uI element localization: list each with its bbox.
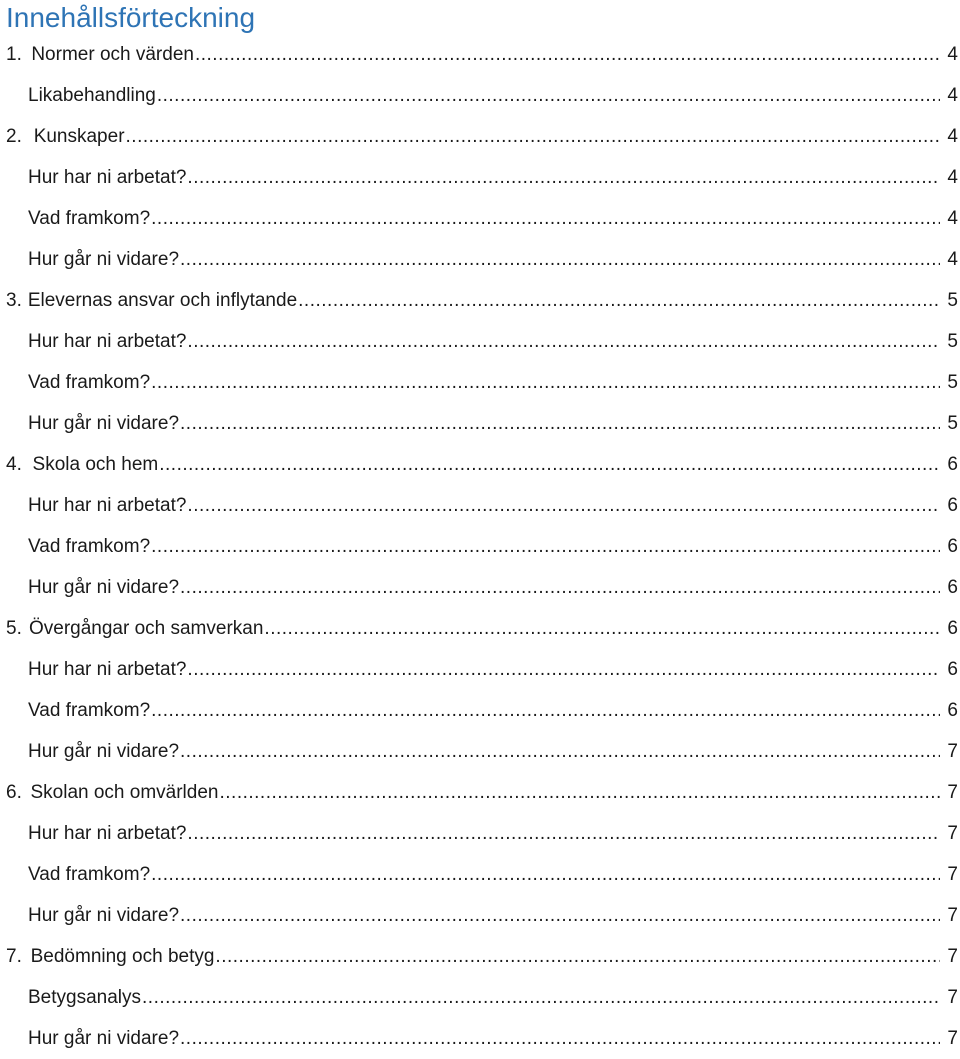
toc-dot-leader <box>180 1028 940 1050</box>
toc-entry[interactable] <box>0 895 960 936</box>
toc-entry[interactable] <box>0 649 960 690</box>
toc-title: Innehållsförteckning <box>6 2 256 33</box>
toc-entry-page-number: 5 <box>947 330 958 352</box>
toc-entry-page-number: 5 <box>947 289 958 311</box>
toc-entry-page-number: 7 <box>947 986 958 1008</box>
toc-entry-label: Normer och värden <box>31 43 194 65</box>
toc-entry-label: Hur går ni vidare? <box>28 248 180 270</box>
toc-entry-label: Hur har ni arbetat? <box>28 658 187 680</box>
toc-entry[interactable] <box>0 321 960 362</box>
toc-entry-page-number: 6 <box>947 535 958 557</box>
toc-entry-page-number: 4 <box>947 84 958 106</box>
toc-dot-leader <box>180 741 940 763</box>
toc-entry-label: Skola och hem <box>32 453 159 475</box>
toc-dot-leader <box>180 905 940 927</box>
toc-entry-page-number: 6 <box>947 453 958 475</box>
toc-entry-page-number: 7 <box>947 904 958 926</box>
toc-entry[interactable] <box>0 567 960 608</box>
toc-entry-page-number: 7 <box>947 781 958 803</box>
toc-entry-label: Betygsanalys <box>28 986 142 1008</box>
toc-dot-leader <box>187 823 940 845</box>
toc-dot-leader <box>157 85 940 107</box>
toc-dot-leader <box>187 167 940 189</box>
toc-dot-leader <box>180 249 940 271</box>
toc-entry[interactable] <box>0 34 960 75</box>
toc-entry[interactable] <box>0 75 960 116</box>
toc-dot-leader <box>219 782 940 804</box>
toc-entry-label: Hur har ni arbetat? <box>28 822 187 844</box>
toc-entry-page-number: 6 <box>947 658 958 680</box>
toc-entry-page-number: 6 <box>947 617 958 639</box>
toc-entry-label: Skolan och omvärlden <box>30 781 219 803</box>
toc-entry[interactable] <box>0 690 960 731</box>
table-of-contents <box>0 34 960 1059</box>
toc-entry-label: Hur har ni arbetat? <box>28 494 187 516</box>
toc-dot-leader <box>142 987 940 1009</box>
toc-entry-label: Övergångar och samverkan <box>28 617 264 639</box>
toc-dot-leader <box>151 372 940 394</box>
toc-entry[interactable] <box>0 813 960 854</box>
toc-entry[interactable] <box>0 772 960 813</box>
toc-entry[interactable] <box>0 239 960 280</box>
toc-entry-page-number: 6 <box>947 699 958 721</box>
toc-entry-page-number: 6 <box>947 576 958 598</box>
toc-entry[interactable] <box>0 854 960 895</box>
toc-entry-page-number: 6 <box>947 494 958 516</box>
toc-dot-leader <box>187 495 940 517</box>
toc-entry-page-number: 4 <box>947 248 958 270</box>
toc-dot-leader <box>298 290 940 312</box>
toc-entry-page-number: 7 <box>947 822 958 844</box>
toc-entry-label: Vad framkom? <box>28 535 151 557</box>
toc-entry-number: 4. <box>6 453 22 475</box>
toc-entry-label: Elevernas ansvar och inflytande <box>27 289 298 311</box>
toc-entry[interactable] <box>0 936 960 977</box>
toc-entry-page-number: 7 <box>947 1027 958 1049</box>
toc-dot-leader <box>151 208 940 230</box>
toc-entry-label: Hur går ni vidare? <box>28 576 180 598</box>
toc-entry-label: Hur går ni vidare? <box>28 904 180 926</box>
toc-dot-leader <box>159 454 940 476</box>
toc-entry-number: 1. <box>6 43 22 65</box>
toc-dot-leader <box>126 126 940 148</box>
toc-dot-leader <box>180 577 940 599</box>
toc-dot-leader <box>187 331 940 353</box>
toc-dot-leader <box>151 864 940 886</box>
toc-dot-leader <box>215 946 940 968</box>
toc-entry-number: 3. <box>6 289 22 311</box>
toc-entry-page-number: 7 <box>947 740 958 762</box>
toc-entry[interactable] <box>0 608 960 649</box>
toc-entry-label: Hur går ni vidare? <box>28 1027 180 1049</box>
toc-entry-number: 2. <box>6 125 22 147</box>
toc-dot-leader <box>151 536 940 558</box>
toc-entry-page-number: 5 <box>947 412 958 434</box>
toc-entry-label: Kunskaper <box>33 125 125 147</box>
toc-entry[interactable] <box>0 977 960 1018</box>
toc-entry-number: 6. <box>6 781 22 803</box>
toc-entry[interactable] <box>0 116 960 157</box>
toc-entry-label: Hur har ni arbetat? <box>28 166 187 188</box>
toc-dot-leader <box>151 700 940 722</box>
toc-entry-page-number: 7 <box>947 945 958 967</box>
toc-entry-label: Hur går ni vidare? <box>28 412 180 434</box>
toc-dot-leader <box>180 413 940 435</box>
toc-entry[interactable] <box>0 485 960 526</box>
toc-entry-number: 7. <box>6 945 22 967</box>
toc-entry-page-number: 4 <box>947 43 958 65</box>
toc-entry-label: Vad framkom? <box>28 699 151 721</box>
toc-entry-label: Bedömning och betyg <box>30 945 215 967</box>
toc-entry[interactable] <box>0 362 960 403</box>
toc-entry-label: Vad framkom? <box>28 371 151 393</box>
toc-entry-label: Hur går ni vidare? <box>28 740 180 762</box>
toc-entry[interactable] <box>0 444 960 485</box>
toc-entry[interactable] <box>0 403 960 444</box>
toc-dot-leader <box>195 44 940 66</box>
toc-entry-page-number: 4 <box>947 207 958 229</box>
toc-dot-leader <box>187 659 940 681</box>
toc-entry[interactable] <box>0 157 960 198</box>
toc-entry-label: Vad framkom? <box>28 207 151 229</box>
toc-entry-page-number: 7 <box>947 863 958 885</box>
toc-entry-page-number: 4 <box>947 166 958 188</box>
toc-entry-label: Hur har ni arbetat? <box>28 330 187 352</box>
toc-entry[interactable] <box>0 526 960 567</box>
toc-entry-page-number: 5 <box>947 371 958 393</box>
toc-entry-page-number: 4 <box>947 125 958 147</box>
toc-entry[interactable] <box>0 731 960 772</box>
toc-entry[interactable] <box>0 198 960 239</box>
toc-entry-label: Likabehandling <box>28 84 156 106</box>
toc-entry[interactable] <box>0 280 960 321</box>
toc-dot-leader <box>264 618 940 640</box>
toc-entry-number: 5. <box>6 617 22 639</box>
toc-entry-label: Vad framkom? <box>28 863 151 885</box>
